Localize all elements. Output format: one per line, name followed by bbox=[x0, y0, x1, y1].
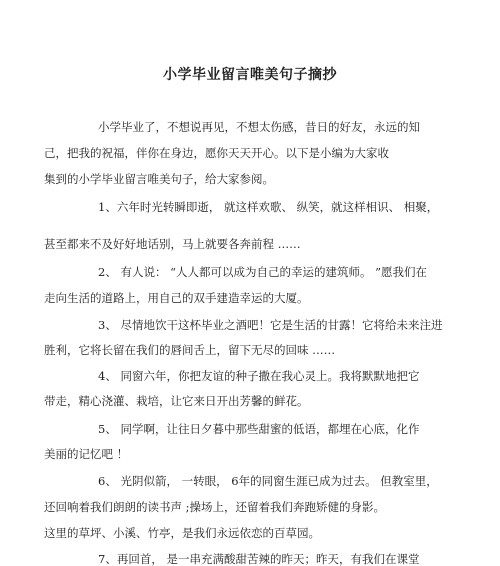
paragraph-line: 1、六年时光转瞬即逝， 就这样欢歌、 纵笑，就这样相识、 相聚， bbox=[98, 200, 439, 214]
paragraph-line: 美丽的记忆吧 ！ bbox=[44, 447, 129, 461]
paragraph-line: 2、 有人说： “人人都可以成为自己的幸运的建筑师。 ”愿我们在 bbox=[98, 265, 428, 279]
paragraph-line: 3、 尽情地饮干这杯毕业之酒吧！它是生活的甘露！它将给未来注进 bbox=[98, 318, 443, 332]
paragraph-line: 4、 同窗六年，你把友谊的种子撒在我心灵上。我将默默地把它 bbox=[98, 369, 420, 383]
paragraph-line: 胜利，它将长留在我们的唇间舌上，留下无尽的回味 …… bbox=[44, 343, 336, 357]
paragraph-line: 小学毕业了，不想说再见，不想太伤感，昔日的好友，永远的知 bbox=[98, 120, 420, 134]
paragraph-line: 己，把我的祝福，伴你在身边，愿你天天开心。以下是小编为大家收 bbox=[44, 146, 389, 160]
paragraph-line: 集到的小学毕业留言唯美句子，给大家参阅。 bbox=[44, 172, 274, 186]
paragraph-line: 带走，精心浇灌、栽培，让它来日开出芳馨的鲜花。 bbox=[44, 394, 309, 408]
page-title: 小学毕业留言唯美句子摘抄 bbox=[163, 67, 337, 83]
paragraph-line: 7、再回首， 是一串充满酸甜苦辣的昨天；昨天，有我们在课堂 bbox=[98, 552, 420, 566]
paragraph-line: 还回响着我们朗朗的读书声 ;操场上，还留着我们奔跑矫健的身影。 bbox=[44, 500, 386, 514]
paragraph-line: 6、 光阴似箭， 一转眼， 6年的同窗生涯已成为过去。 但教室里， bbox=[98, 474, 438, 488]
paragraph-line: 这里的草坪、小溪、竹亭，是我们永远依恋的百草园。 bbox=[44, 526, 320, 540]
paragraph-line: 甚至都来不及好好地话别，马上就要各奔前程 …… bbox=[44, 237, 301, 251]
paragraph-line: 5、 同学啊，让往日夕暮中那些甜蜜的低语，都埋在心底，化作 bbox=[98, 422, 420, 436]
paragraph-line: 走向生活的道路上，用自己的双手建造幸运的大厦。 bbox=[44, 291, 309, 305]
